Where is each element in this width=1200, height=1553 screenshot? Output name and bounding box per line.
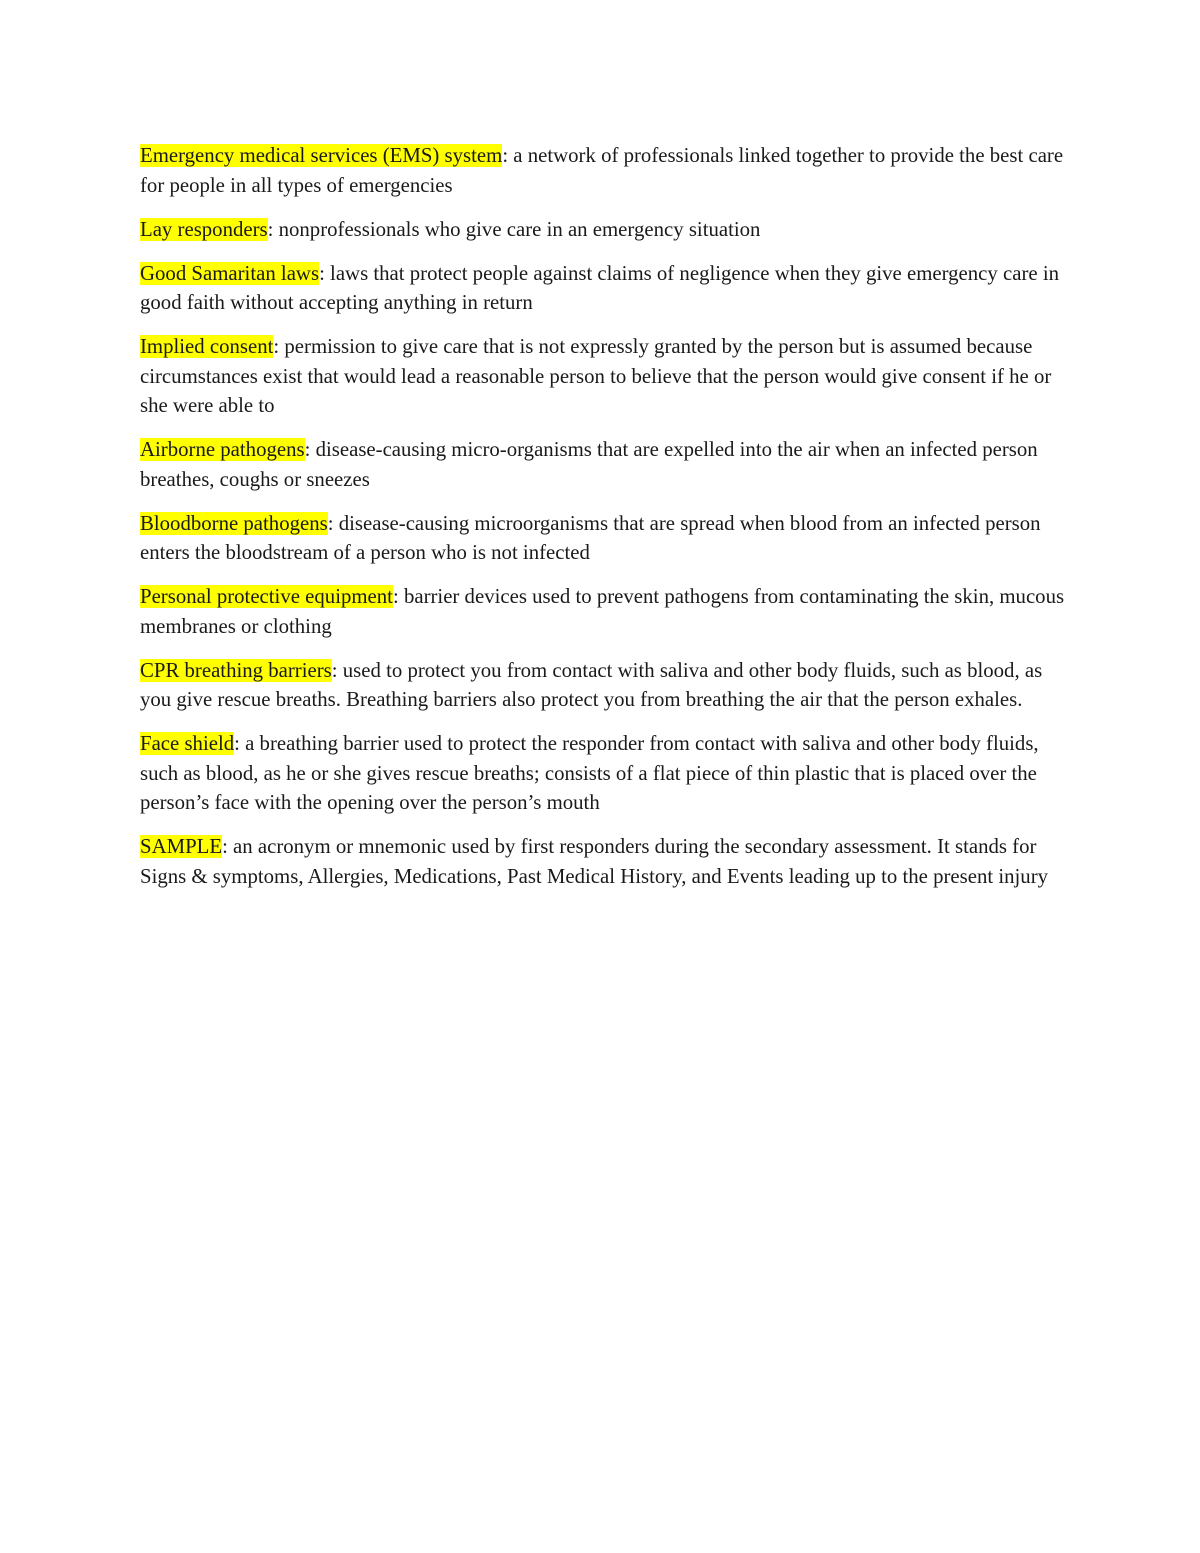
glossary-definition: : a network of professionals linked together to provide the best care for people in all types of emergencies bbox=[140, 144, 1064, 197]
glossary-entry bbox=[140, 259, 1065, 318]
glossary-term: Lay responders bbox=[140, 217, 268, 241]
glossary-definition: : a breathing barrier used to protect the responder from contact with saliva and other body fluids, such as blood, as he or she gives rescue breaths; consists of a flat piece of thin plastic that is placed over the person’s face with the opening over the person’s mouth bbox=[140, 732, 1039, 814]
glossary-definition: : an acronym or mnemonic used by first responders during the secondary assessment. It stands for Signs & symptoms, Allergies, Medications, Past Medical History, and Events leading up to the present injury bbox=[140, 835, 1049, 888]
glossary-entry bbox=[140, 509, 1065, 568]
glossary-entry bbox=[140, 141, 1065, 200]
glossary-list bbox=[140, 141, 1065, 906]
glossary-term: SAMPLE bbox=[140, 835, 223, 858]
glossary-definition: : permission to give care that is not expressly granted by the person but is assumed because circumstances exist that would lead a reasonable person to believe that the person would give consent if he or she were able to bbox=[140, 335, 1052, 417]
glossary-entry bbox=[140, 435, 1065, 494]
glossary-entry bbox=[140, 332, 1065, 421]
glossary-term: Airborne pathogens bbox=[140, 438, 305, 461]
glossary-definition: : barrier devices used to prevent pathogens from contaminating the skin, mucous membranes or clothing bbox=[140, 585, 1065, 638]
glossary-definition: : used to protect you from contact with saliva and other body fluids, such as blood, as you give rescue breaths. Breathing barriers also protect you from breathing the air that the person exhales. bbox=[140, 658, 1043, 711]
glossary-entry bbox=[140, 832, 1065, 891]
glossary-definition: : disease-causing microorganisms that are spread when blood from an infected person enters the bloodstream of a person who is not infected bbox=[140, 511, 1041, 564]
glossary-term: CPR breathing barriers bbox=[140, 658, 332, 682]
glossary-term: Bloodborne pathogens bbox=[140, 511, 328, 535]
glossary-entry bbox=[140, 656, 1065, 715]
glossary-term: Good Samaritan laws bbox=[140, 261, 320, 285]
glossary-definition: : nonprofessionals who give care in an emergency situation bbox=[267, 217, 761, 241]
glossary-term: Emergency medical services (EMS) system bbox=[140, 144, 503, 167]
glossary-term: Personal protective equipment bbox=[140, 585, 393, 608]
glossary-entry bbox=[140, 582, 1065, 641]
glossary-entry bbox=[140, 729, 1065, 818]
glossary-entry bbox=[140, 215, 1065, 245]
glossary-term: Face shield bbox=[140, 732, 235, 755]
glossary-definition: : disease-causing micro-organisms that are expelled into the air when an infected person breathes, coughs or sneezes bbox=[140, 438, 1038, 491]
glossary-definition: : laws that protect people against claims of negligence when they give emergency care in good faith without accepting anything in return bbox=[140, 261, 1059, 314]
glossary-term: Implied consent bbox=[140, 335, 274, 358]
